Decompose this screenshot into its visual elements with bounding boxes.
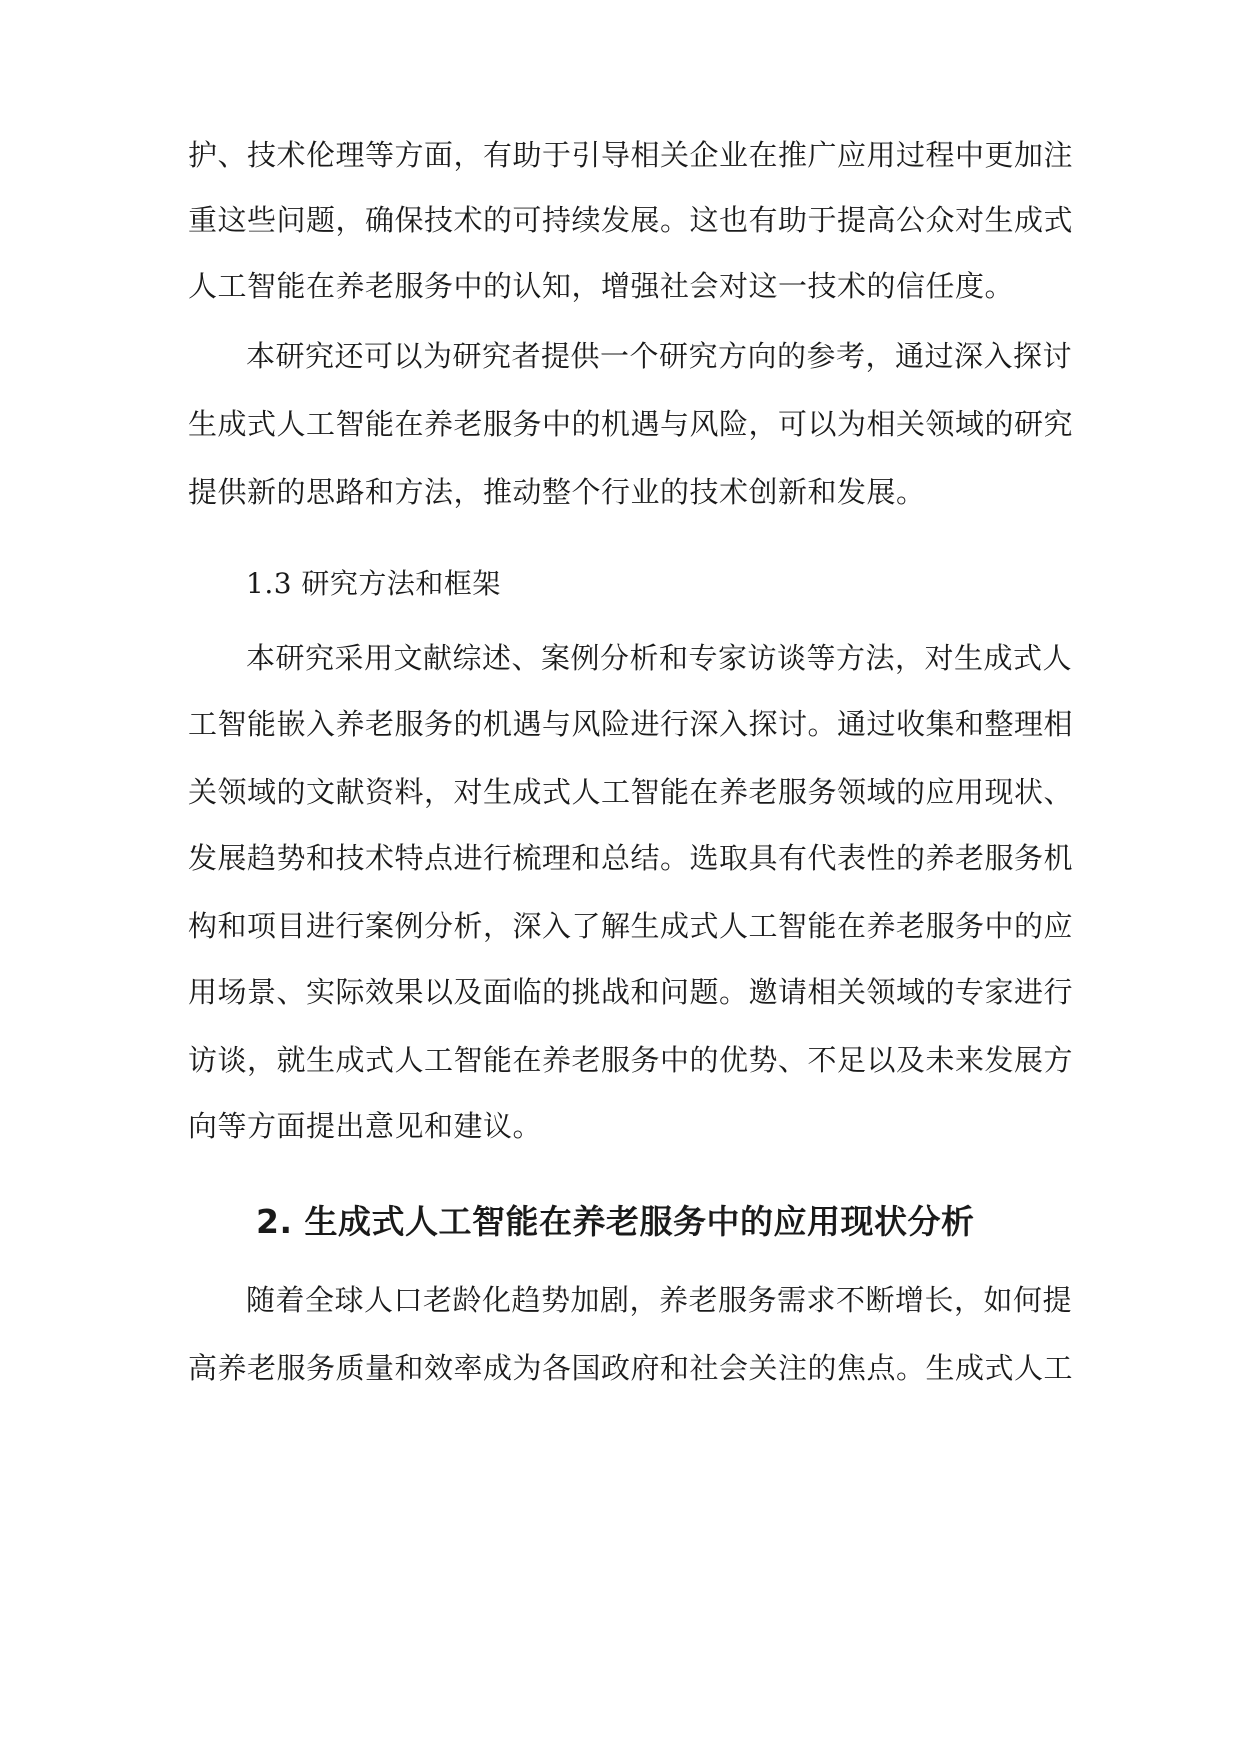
paragraph-line: 生成式人工智能在养老服务中的机遇与风险，可以为相关领域的研究 bbox=[188, 407, 1074, 441]
paragraph-line: 向等方面提出意见和建议。 bbox=[188, 1109, 543, 1143]
paragraph-line: 工智能嵌入养老服务的机遇与风险进行深入探讨。通过收集和整理相 bbox=[188, 707, 1074, 741]
paragraph-line: 重这些问题，确保技术的可持续发展。这也有助于提高公众对生成式 bbox=[188, 203, 1074, 237]
paragraph-line: 护、技术伦理等方面，有助于引导相关企业在推广应用过程中更加注 bbox=[188, 138, 1074, 172]
chapter-heading: 2. 生成式人工智能在养老服务中的应用现状分析 bbox=[256, 1202, 975, 1241]
paragraph-line: 发展趋势和技术特点进行梳理和总结。选取具有代表性的养老服务机 bbox=[188, 841, 1074, 875]
paragraph-line: 用场景、实际效果以及面临的挑战和问题。邀请相关领域的专家进行 bbox=[188, 975, 1074, 1009]
paragraph-line: 高养老服务质量和效率成为各国政府和社会关注的焦点。生成式人工 bbox=[188, 1351, 1074, 1385]
paragraph-line: 访谈，就生成式人工智能在养老服务中的优势、不足以及未来发展方 bbox=[188, 1043, 1074, 1077]
paragraph-line: 人工智能在养老服务中的认知，增强社会对这一技术的信任度。 bbox=[188, 269, 1015, 303]
paragraph-line: 本研究采用文献综述、案例分析和专家访谈等方法，对生成式人 bbox=[246, 641, 1073, 675]
paragraph-line: 构和项目进行案例分析，深入了解生成式人工智能在养老服务中的应 bbox=[188, 909, 1074, 943]
section-heading: 1.3 研究方法和框架 bbox=[246, 567, 501, 600]
paragraph-line: 随着全球人口老龄化趋势加剧，养老服务需求不断增长，如何提 bbox=[246, 1283, 1073, 1317]
paragraph-line: 本研究还可以为研究者提供一个研究方向的参考，通过深入探讨 bbox=[246, 339, 1073, 373]
paragraph-line: 提供新的思路和方法，推动整个行业的技术创新和发展。 bbox=[188, 475, 926, 509]
paragraph-line: 关领域的文献资料，对生成式人工智能在养老服务领域的应用现状、 bbox=[188, 775, 1074, 809]
